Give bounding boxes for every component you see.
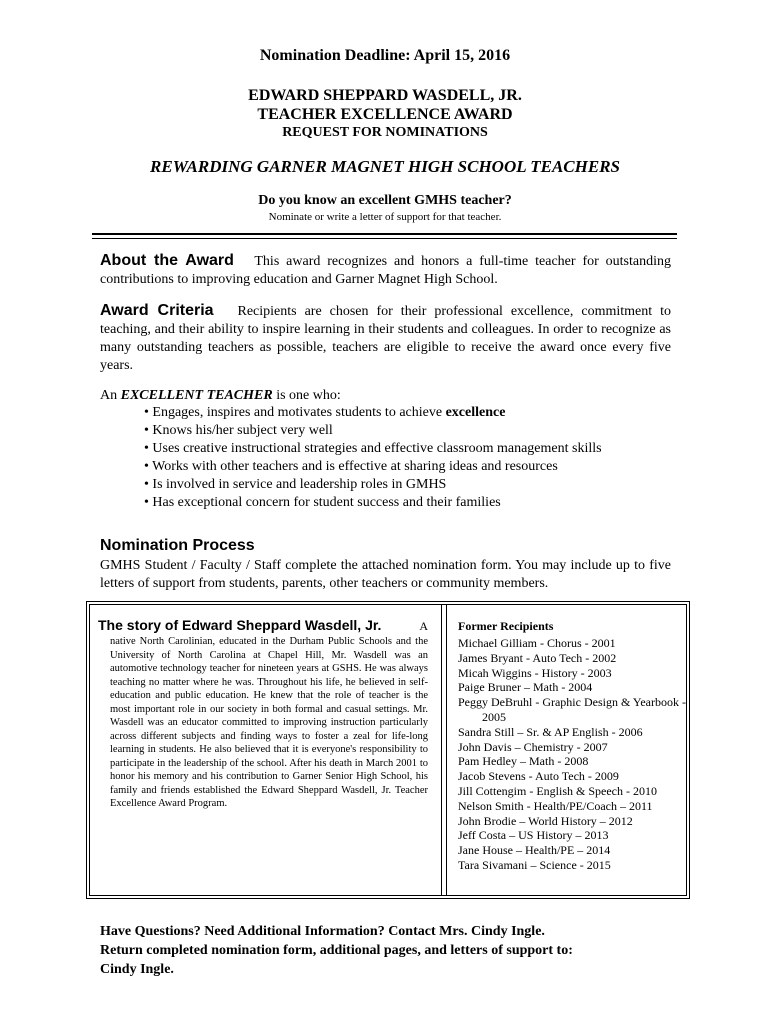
list-item: • Engages, inspires and motivates students to achieve excellence — [144, 405, 506, 420]
divider-thick — [92, 233, 677, 235]
trait-text: Knows his/her subject very well — [152, 423, 333, 438]
list-item: Peggy DeBruhl - Graphic Design & Yearbook - 2005 — [458, 695, 686, 724]
story-heading-line — [98, 617, 428, 634]
award-title: TEACHER EXCELLENCE AWARD — [257, 106, 513, 123]
footer-line: Return completed nomination form, additional pages, and letters of support to: — [100, 943, 573, 958]
about-heading: About the Award — [100, 252, 234, 269]
criteria-section — [100, 302, 671, 375]
criteria-text: Recipients are chosen for their professional excellence, commitment to teaching, and their ability to inspire learning in their students and colleagues. In order to recognize as many outstanding teachers as possible, teachers are eligible to receive the award once every five years. — [100, 304, 672, 373]
trait-text: Is involved in service and leadership roles in GMHS — [152, 477, 447, 492]
about-section — [100, 252, 671, 289]
award-name: EDWARD SHEPPARD WASDELL, JR. — [248, 87, 522, 104]
former-recipients-list — [458, 636, 686, 873]
list-item: • Knows his/her subject very well — [144, 423, 333, 438]
divider-thin — [92, 238, 677, 239]
trait-list — [144, 404, 602, 512]
trait-text: Engages, inspires and motivates students to achieve — [152, 405, 443, 420]
story-body: native North Carolinian, educated in the Durham Public Schools and the University of North Carolina at Chapel Hill, Mr. Wasdell was an automotive technology teacher for nineteen years at GSHS. He was always teaching no matter where he was. Throughout his life, he believed in self-education and public education. He knew that the role of teacher is the most important role in our society in both formal and casual settings. Mr. Wasdell was an educator committed to improving instruction particularly across different subjects and finding ways to foster a zeal for life-long learning in students. He also believed that it is everyone's responsibility to participate in the leadership of the school. After his death in March 2001 to honor his memory and his contribution to Garner Senior High School, his family and friends established the Edward Sheppard Wasdell, Jr. Teacher Excellence Award Program. — [110, 636, 428, 809]
former-recipients-panel — [458, 619, 686, 873]
list-item: Jacob Stevens - Auto Tech - 2009 — [458, 769, 619, 784]
story-panel — [98, 617, 428, 811]
footer-line: Cindy Ingle. — [100, 962, 174, 977]
trait-emphasis: excellence — [445, 405, 506, 420]
trait-text: Uses creative instructional strategies and effective classroom management skills — [152, 441, 602, 456]
intro-prefix: An — [100, 388, 118, 403]
criteria-heading: Award Criteria — [100, 302, 214, 319]
list-item: Pam Hedley – Math - 2008 — [458, 754, 589, 769]
question-subtext: Nominate or write a letter of support for that teacher. — [268, 211, 502, 223]
list-item: Nelson Smith - Health/PE/Coach – 2011 — [458, 798, 653, 813]
tagline: REWARDING GARNER MAGNET HIGH SCHOOL TEACHERS — [150, 157, 620, 176]
list-item: John Brodie – World History – 2012 — [458, 813, 633, 828]
excellent-teacher-intro — [100, 387, 671, 405]
question: Do you know an excellent GMHS teacher? — [258, 193, 512, 208]
footer-contact — [100, 922, 700, 979]
story-title: The story of Edward Sheppard Wasdell, Jr. — [98, 617, 382, 633]
former-recipients-title: Former Recipients — [458, 619, 554, 633]
list-item: • Uses creative instructional strategies and effective classroom management skills — [144, 441, 602, 456]
list-item: Micah Wiggins - History - 2003 — [458, 665, 612, 680]
intro-emphasis: EXCELLENT TEACHER — [120, 388, 273, 403]
list-item: Tara Sivamani – Science - 2015 — [458, 857, 611, 872]
list-item: • Has exceptional concern for student success and their families — [144, 495, 501, 510]
list-item: James Bryant - Auto Tech - 2002 — [458, 650, 617, 665]
process-text: GMHS Student / Faculty / Staff complete the attached nomination form. You may include up to five letters of support from students, parents, other teachers or community members. — [100, 558, 671, 591]
list-item: Paige Bruner – Math - 2004 — [458, 680, 593, 695]
list-item: Jane House – Health/PE – 2014 — [458, 843, 611, 858]
list-item: • Is involved in service and leadership roles in GMHS — [144, 477, 447, 492]
trait-text: Works with other teachers and is effective at sharing ideas and resources — [152, 459, 558, 474]
nomination-deadline: Nomination Deadline: April 15, 2016 — [259, 47, 511, 64]
list-item: Sandra Still – Sr. & AP English - 2006 — [458, 724, 643, 739]
story-lead: A — [419, 619, 428, 633]
list-item: Jeff Costa – US History – 2013 — [458, 828, 609, 843]
process-heading: Nomination Process — [100, 537, 255, 554]
list-item: • Works with other teachers and is effective at sharing ideas and resources — [144, 459, 558, 474]
info-box-divider — [441, 604, 447, 896]
intro-suffix: is one who: — [276, 388, 341, 403]
list-item: Michael Gilliam - Chorus - 2001 — [458, 636, 616, 650]
list-item: Jill Cottengim - English & Speech - 2010 — [458, 783, 657, 798]
footer-line: Have Questions? Need Additional Information? Contact Mrs. Cindy Ingle. — [100, 924, 545, 939]
list-item: John Davis – Chemistry - 2007 — [458, 739, 608, 754]
trait-text: Has exceptional concern for student success and their families — [152, 495, 501, 510]
request-for-nominations: REQUEST FOR NOMINATIONS — [282, 125, 488, 140]
about-text: This award recognizes and honors a full-time teacher for outstanding contributions to improving education and Garner Magnet High School. — [100, 254, 672, 287]
